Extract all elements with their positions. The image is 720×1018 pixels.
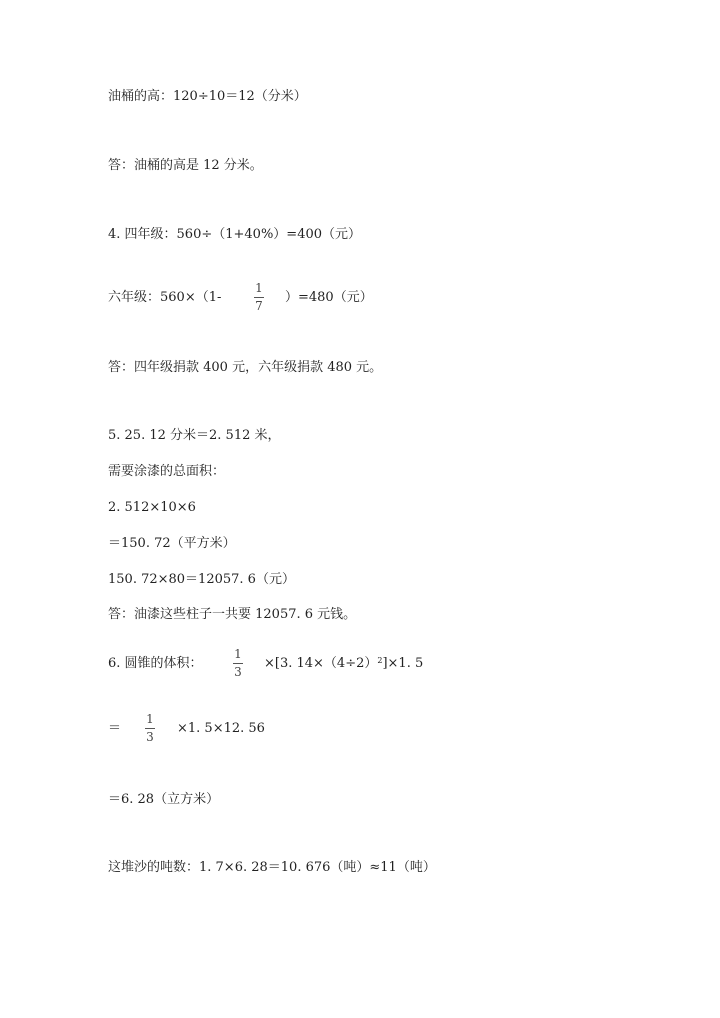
fraction-numerator: 1	[255, 281, 263, 295]
fraction-one-third-2	[143, 713, 157, 744]
problem-6-cone-volume-label: 6. 圆锥的体积：	[108, 656, 203, 671]
problem-5-conversion: 5. 25. 12 分米＝2. 512 米，	[108, 428, 281, 443]
cone-volume-part-2: ]×1. 5	[382, 656, 424, 671]
answer-donations: 答：四年级捐款 400 元，六年级捐款 480 元。	[108, 360, 383, 375]
fraction-numerator: 1	[234, 647, 242, 661]
total-area-heading: 需要涂漆的总面积：	[108, 464, 226, 479]
grade-six-calc-start: 六年级：560×（1-	[108, 290, 222, 305]
grade-six-calc-end: ）=480（元）	[285, 290, 373, 305]
problem-4-grade-four: 4. 四年级：560÷（1+40%）=400（元）	[108, 227, 362, 242]
fraction-denominator: 7	[255, 299, 263, 313]
exponent-two: 2	[377, 656, 383, 665]
fraction-bar	[233, 663, 243, 664]
answer-paint-cost: 答：油漆这些柱子一共要 12057. 6 元钱。	[108, 607, 357, 622]
area-expression: 2. 512×10×6	[108, 500, 196, 515]
sand-tonnage-calc: 这堆沙的吨数：1. 7×6. 28＝10. 676（吨）≈11（吨）	[108, 860, 436, 875]
equals-sign: ＝	[108, 721, 122, 736]
fraction-denominator: 3	[234, 665, 242, 679]
fraction-bar	[254, 297, 264, 298]
fraction-one-seventh	[252, 282, 266, 313]
fraction-denominator: 3	[146, 730, 154, 744]
volume-result: ＝6. 28（立方米）	[108, 792, 220, 807]
area-result: ＝150. 72（平方米）	[108, 536, 236, 551]
answer-oil-drum-height: 答：油桶的高是 12 分米。	[108, 158, 263, 173]
oil-drum-height-calc: 油桶的高：120÷10＝12（分米）	[108, 89, 307, 104]
fraction-numerator: 1	[146, 712, 154, 726]
cone-volume-part-1: ×[3. 14×（4÷2）	[264, 656, 378, 671]
cone-volume-expression	[264, 656, 423, 672]
fraction-bar	[145, 728, 155, 729]
fraction-one-third	[231, 648, 245, 679]
volume-step-expression: ×1. 5×12. 56	[177, 721, 265, 736]
cost-calc: 150. 72×80＝12057. 6（元）	[108, 572, 295, 587]
